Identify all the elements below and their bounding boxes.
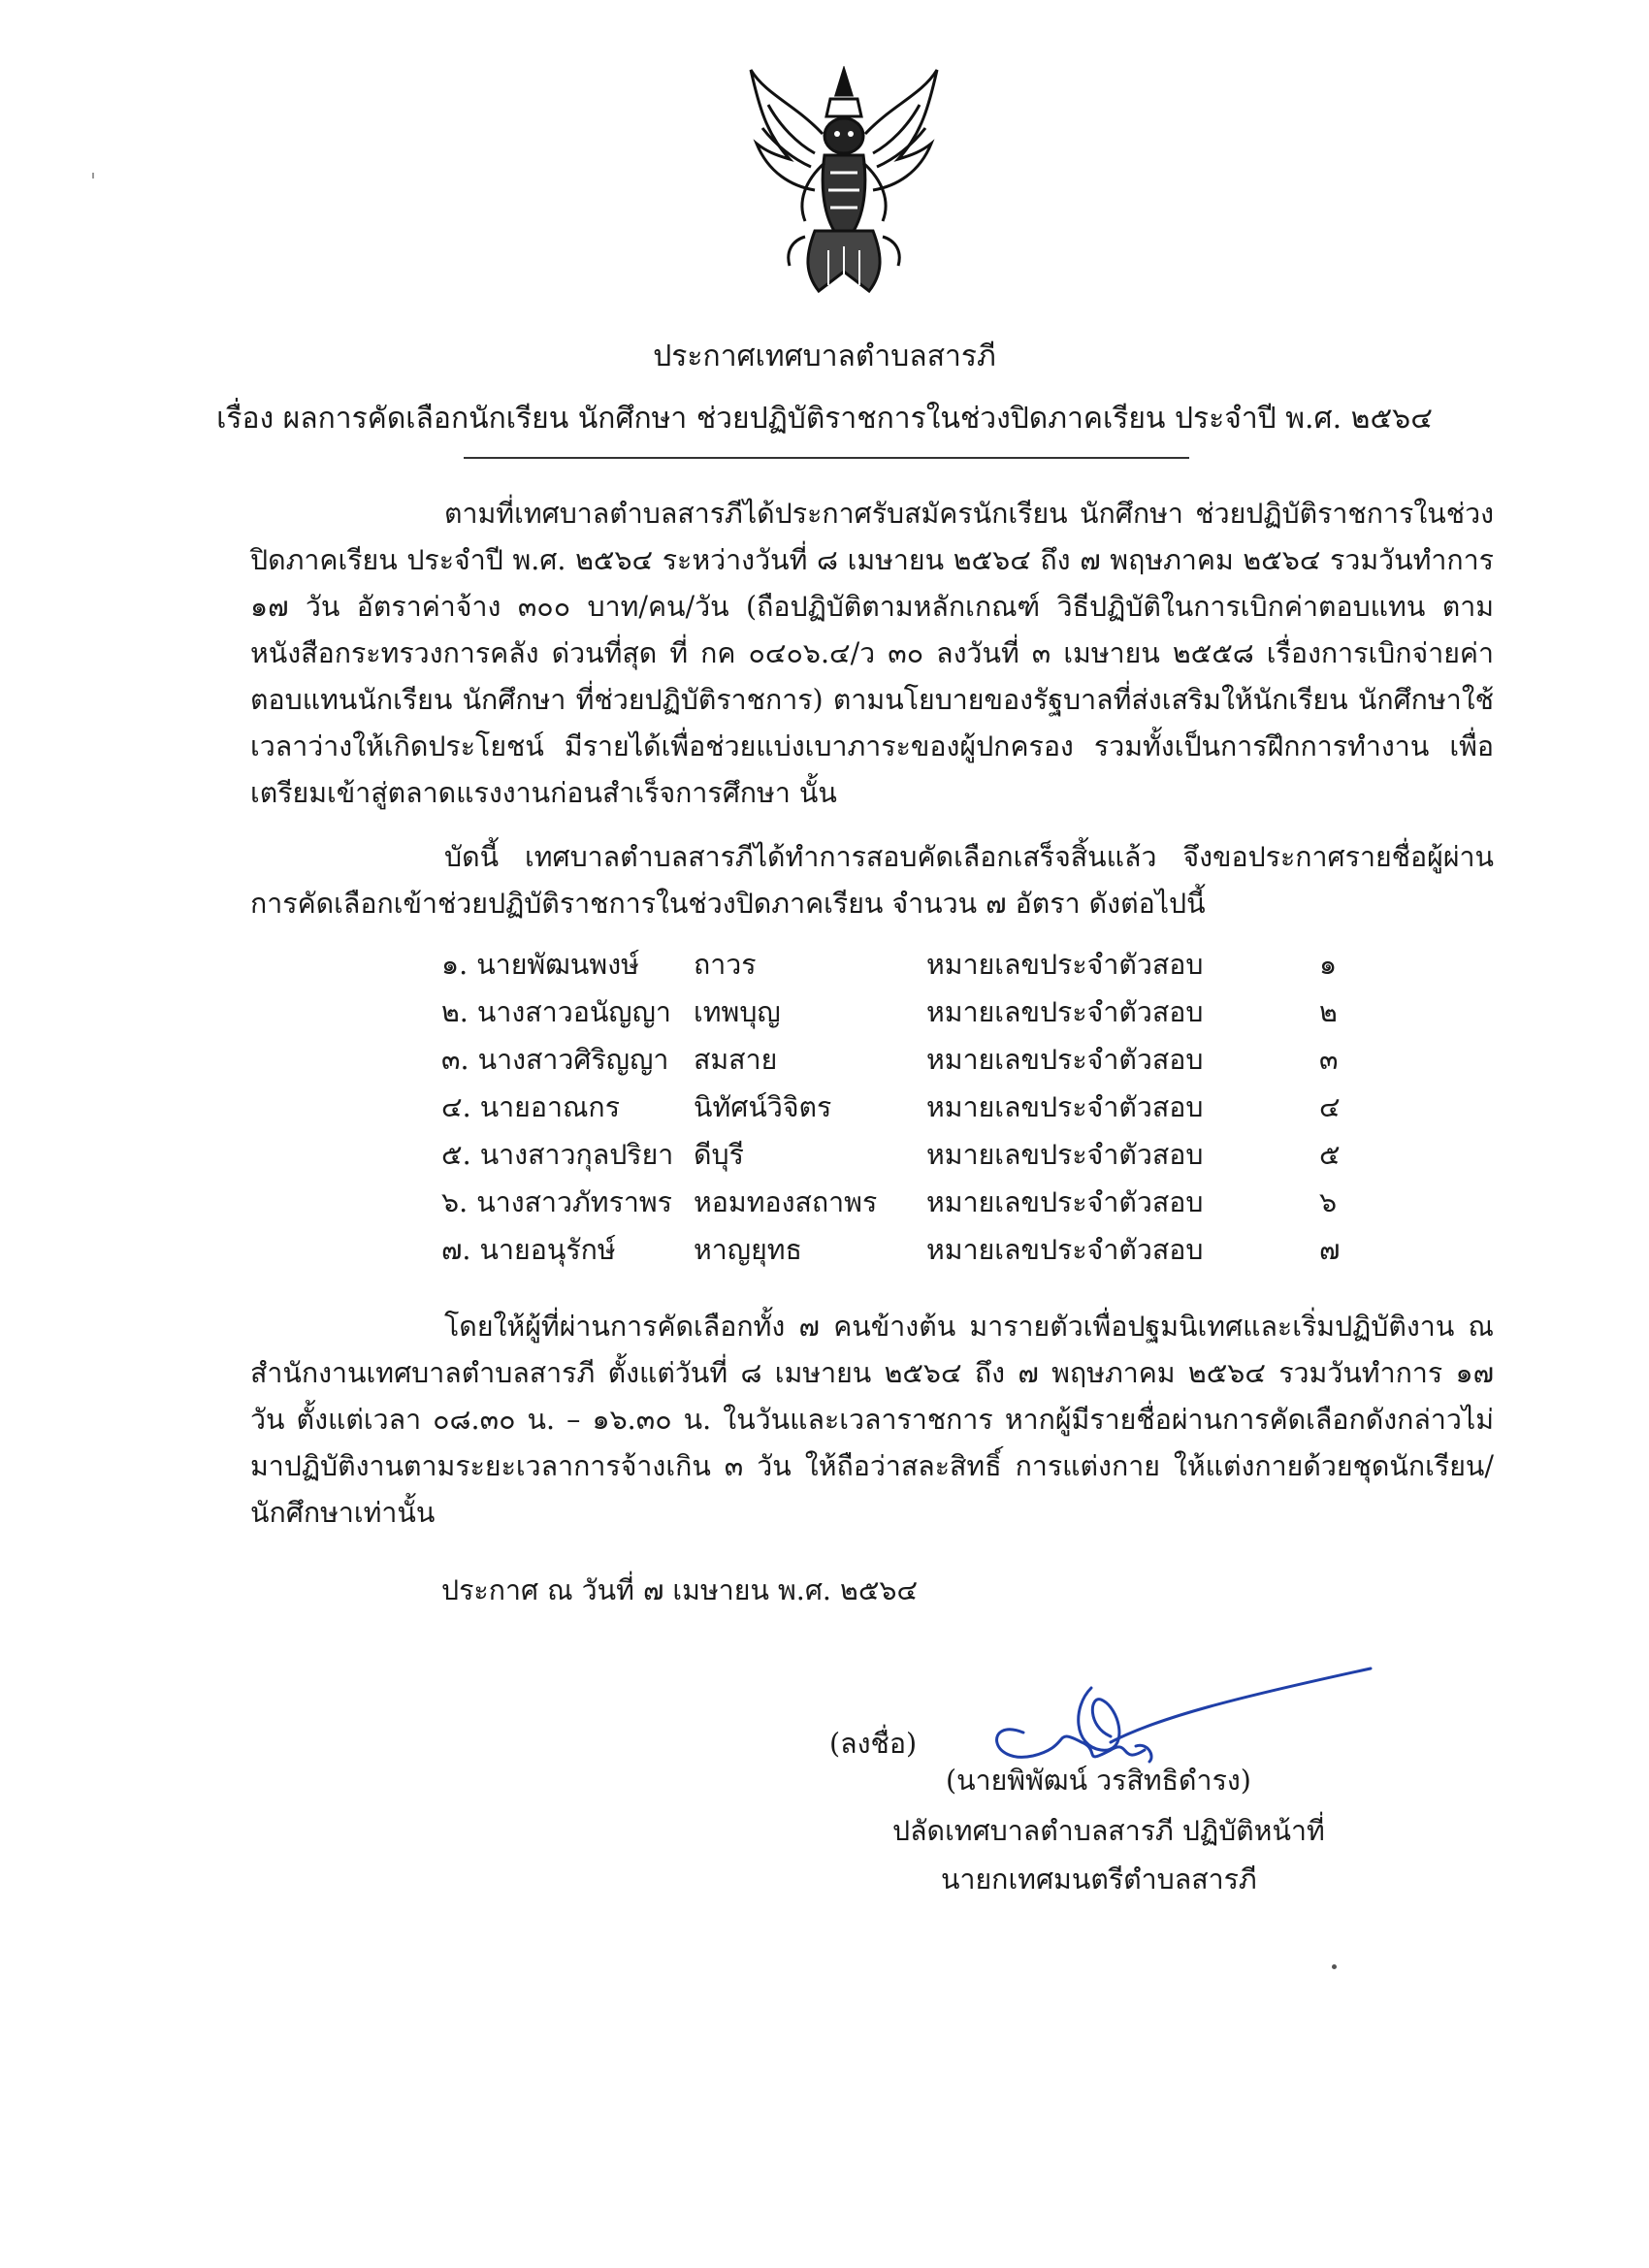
paragraph-instructions: โดยให้ผู้ที่ผ่านการคัดเลือกทั้ง ๗ คนข้างต้น มารายตัวเพื่อปฐมนิเทศและเริ่มปฏิบัติงาน ณ สำนักงานเทศบาลตำบลสารภี ตั้งแต่วันที่ ๘ เมษายน ๒๕๖๔ ถึง ๗ พฤษภาคม ๒๕๖๔ รวมวันทำการ ๑๗ วัน ตั้งแต่เวลา ๐๘.๓๐ น. – ๑๖.๓๐ น. ในวันและเวลาราชการ หากผู้มีรายชื่อผ่านการคัดเลือกดังกล่าวไม่มาปฏิบัติงานตามระยะเวลาการจ้างเกิน ๓ วัน ให้ถือว่าสละสิทธิ์ การแต่งกาย ให้แต่งกายด้วยชุดนักเรียน/นักศึกษาเท่านั้น [250, 1311, 1494, 1529]
announcement-date: ประกาศ ณ วันที่ ๗ เมษายน พ.ศ. ๒๕๖๔ [441, 1574, 919, 1606]
garuda-emblem-icon [747, 66, 941, 301]
candidate-row [441, 1036, 1411, 1084]
sign-label: (ลงชื่อ) [829, 1728, 918, 1760]
signer-name: (นายพิพัฒน์ วรสิทธิดำรง) [946, 1765, 1251, 1797]
candidate-row [441, 1179, 1411, 1226]
exam-id-number: ๕ [1319, 1139, 1341, 1171]
candidate-row [441, 941, 1411, 988]
exam-id-number: ๑ [1319, 949, 1338, 981]
paragraph-result: บัดนี้ เทศบาลตำบลสารภีได้ทำการสอบคัดเลือกเสร็จสิ้นแล้ว จึงขอประกาศรายชื่อผู้ผ่านการคัดเลือกเข้าช่วยปฏิบัติราชการในช่วงปิดภาคเรียน จำนวน ๗ อัตรา ดังต่อไปนี้ [250, 841, 1494, 920]
exam-id-number: ๒ [1319, 996, 1338, 1028]
document-title: ประกาศเทศบาลตำบลสารภี [653, 340, 996, 373]
candidate-name: ๖. นางสาวภัทราพร [441, 1186, 672, 1218]
exam-id-number: ๔ [1319, 1091, 1341, 1123]
candidate-surname: ดีบุรี [694, 1139, 744, 1171]
candidate-name: ๑. นายพัฒนพงษ์ [441, 949, 639, 981]
exam-id-number: ๗ [1319, 1234, 1341, 1266]
exam-id-label: หมายเลขประจำตัวสอบ [926, 1186, 1204, 1218]
candidate-surname: นิทัศน์วิจิตร [694, 1091, 832, 1123]
scan-speck [92, 173, 94, 178]
candidate-name: ๓. นางสาวศิริญญา [441, 1044, 669, 1076]
exam-id-label: หมายเลขประจำตัวสอบ [926, 1044, 1204, 1076]
document-subject: เรื่อง ผลการคัดเลือกนักเรียน นักศึกษา ช่วยปฏิบัติราชการในช่วงปิดภาคเรียน ประจำปี พ.ศ. ๒๕๖๔ [216, 402, 1433, 436]
candidate-surname: สมสาย [694, 1044, 778, 1076]
exam-id-label: หมายเลขประจำตัวสอบ [926, 1234, 1204, 1266]
exam-id-label: หมายเลขประจำตัวสอบ [926, 996, 1204, 1028]
candidate-name: ๒. นางสาวอนัญญา [441, 996, 671, 1028]
signer-acting-position: นายกเทศมนตรีตำบลสารภี [941, 1863, 1257, 1895]
exam-id-label: หมายเลขประจำตัวสอบ [926, 1139, 1204, 1171]
candidate-surname: หอมทองสถาพร [694, 1186, 878, 1218]
subject-underline [464, 457, 1189, 459]
candidate-name: ๕. นางสาวกุลปริยา [441, 1139, 674, 1171]
candidate-row [441, 1226, 1411, 1274]
candidate-row [441, 1131, 1411, 1179]
candidate-surname: หาญยุทธ [694, 1234, 802, 1266]
candidate-surname: ถาวร [694, 949, 757, 981]
candidate-name: ๗. นายอนุรักษ์ [441, 1234, 616, 1266]
exam-id-number: ๓ [1319, 1044, 1339, 1076]
exam-id-label: หมายเลขประจำตัวสอบ [926, 1091, 1204, 1123]
candidate-list [441, 941, 1411, 1274]
scan-dot [1332, 1964, 1337, 1969]
candidate-row [441, 1084, 1411, 1131]
candidate-surname: เทพบุญ [694, 996, 781, 1028]
paragraph-intro: ตามที่เทศบาลตำบลสารภีได้ประกาศรับสมัครนักเรียน นักศึกษา ช่วยปฏิบัติราชการในช่วงปิดภาคเรียน ประจำปี พ.ศ. ๒๕๖๔ ระหว่างวันที่ ๘ เมษายน ๒๕๖๔ ถึง ๗ พฤษภาคม ๒๕๖๔ รวมวันทำการ ๑๗ วัน อัตราค่าจ้าง ๓๐๐ บาท/คน/วัน (ถือปฏิบัติตามหลักเกณฑ์ วิธีปฏิบัติในการเบิกค่าตอบแทน ตามหนังสือกระทรวงการคลัง ด่วนที่สุด ที่ กค ๐๔๐๖.๔/ว ๓๐ ลงวันที่ ๓ เมษายน ๒๕๕๘ เรื่องการเบิกจ่ายค่าตอบแทนนักเรียน นักศึกษา ที่ช่วยปฏิบัติราชการ) ตามนโยบายของรัฐบาลที่ส่งเสริมให้นักเรียน นักศึกษาใช้เวลาว่างให้เกิดประโยชน์ มีรายได้เพื่อช่วยแบ่งเบาภาระของผู้ปกครอง รวมทั้งเป็นการฝึกการทำงาน เพื่อเตรียมเข้าสู่ตลาดแรงงานก่อนสำเร็จการศึกษา นั้น [250, 498, 1494, 809]
candidate-name: ๔. นายอาณกร [441, 1091, 620, 1123]
exam-id-label: หมายเลขประจำตัวสอบ [926, 949, 1204, 981]
exam-id-number: ๖ [1319, 1186, 1338, 1218]
signer-position: ปลัดเทศบาลตำบลสารภี ปฏิบัติหน้าที่ [892, 1815, 1325, 1847]
candidate-row [441, 988, 1411, 1036]
